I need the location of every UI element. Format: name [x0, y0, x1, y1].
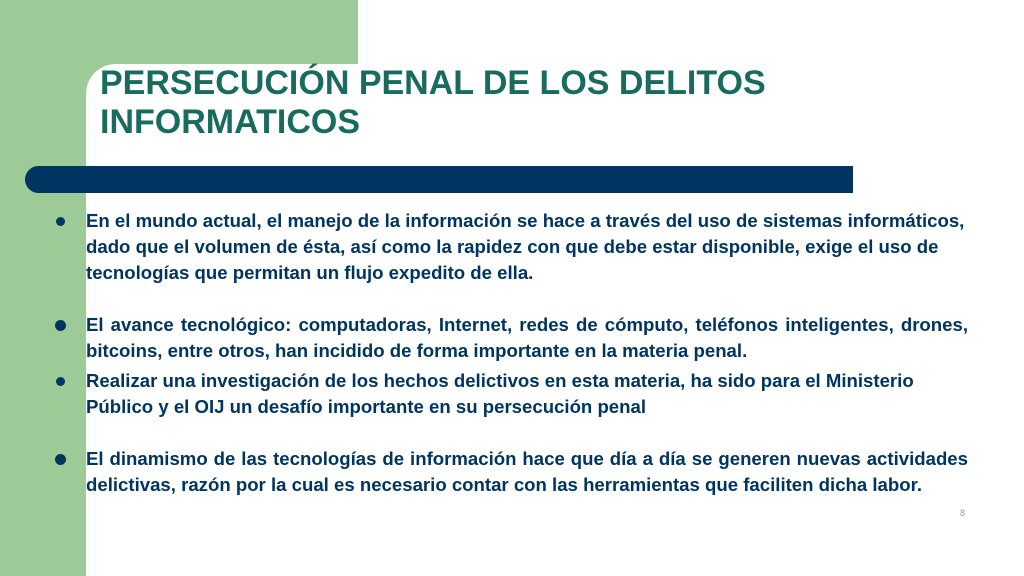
bullet-item [52, 312, 968, 364]
bullet-dot-icon [56, 377, 65, 386]
title-line-1: PERSECUCIÓN PENAL DE LOS DELITOS [100, 64, 766, 102]
bullet-dot-icon [55, 454, 66, 465]
page-number: 8 [960, 508, 966, 518]
bullet-dot-icon [55, 320, 66, 331]
bullet-text: En el mundo actual, el manejo de la información se hace a través del uso de sistemas informáticos, dado que el volumen de ésta, así como la rapidez con que debe estar disponible, exige el uso de tecnologías que permitan un flujo expedito de ella. [86, 210, 965, 283]
bullet-item [52, 368, 968, 420]
bullet-dot-icon [56, 217, 65, 226]
bullet-text: El avance tecnológico: computadoras, Internet, redes de cómputo, teléfonos inteligentes, drones, bitcoins, entre otros, han incidido de forma importante en la materia penal. [86, 314, 968, 361]
bullet-list [52, 208, 968, 498]
bullet-item [52, 208, 968, 286]
bullet-item [52, 446, 968, 498]
bullet-text: El dinamismo de las tecnologías de información hace que día a día se generen nuevas actividades delictivas, razón por la cual es necesario contar con las herramientas que faciliten dicha labor. [86, 448, 968, 495]
bullet-text: Realizar una investigación de los hechos delictivos en esta materia, ha sido para el Ministerio Público y el OIJ un desafío importante en su persecución penal [86, 370, 914, 417]
title-line-2: INFORMATICOS [100, 103, 361, 141]
slide-title [100, 64, 1000, 142]
title-divider-bar [25, 166, 853, 193]
